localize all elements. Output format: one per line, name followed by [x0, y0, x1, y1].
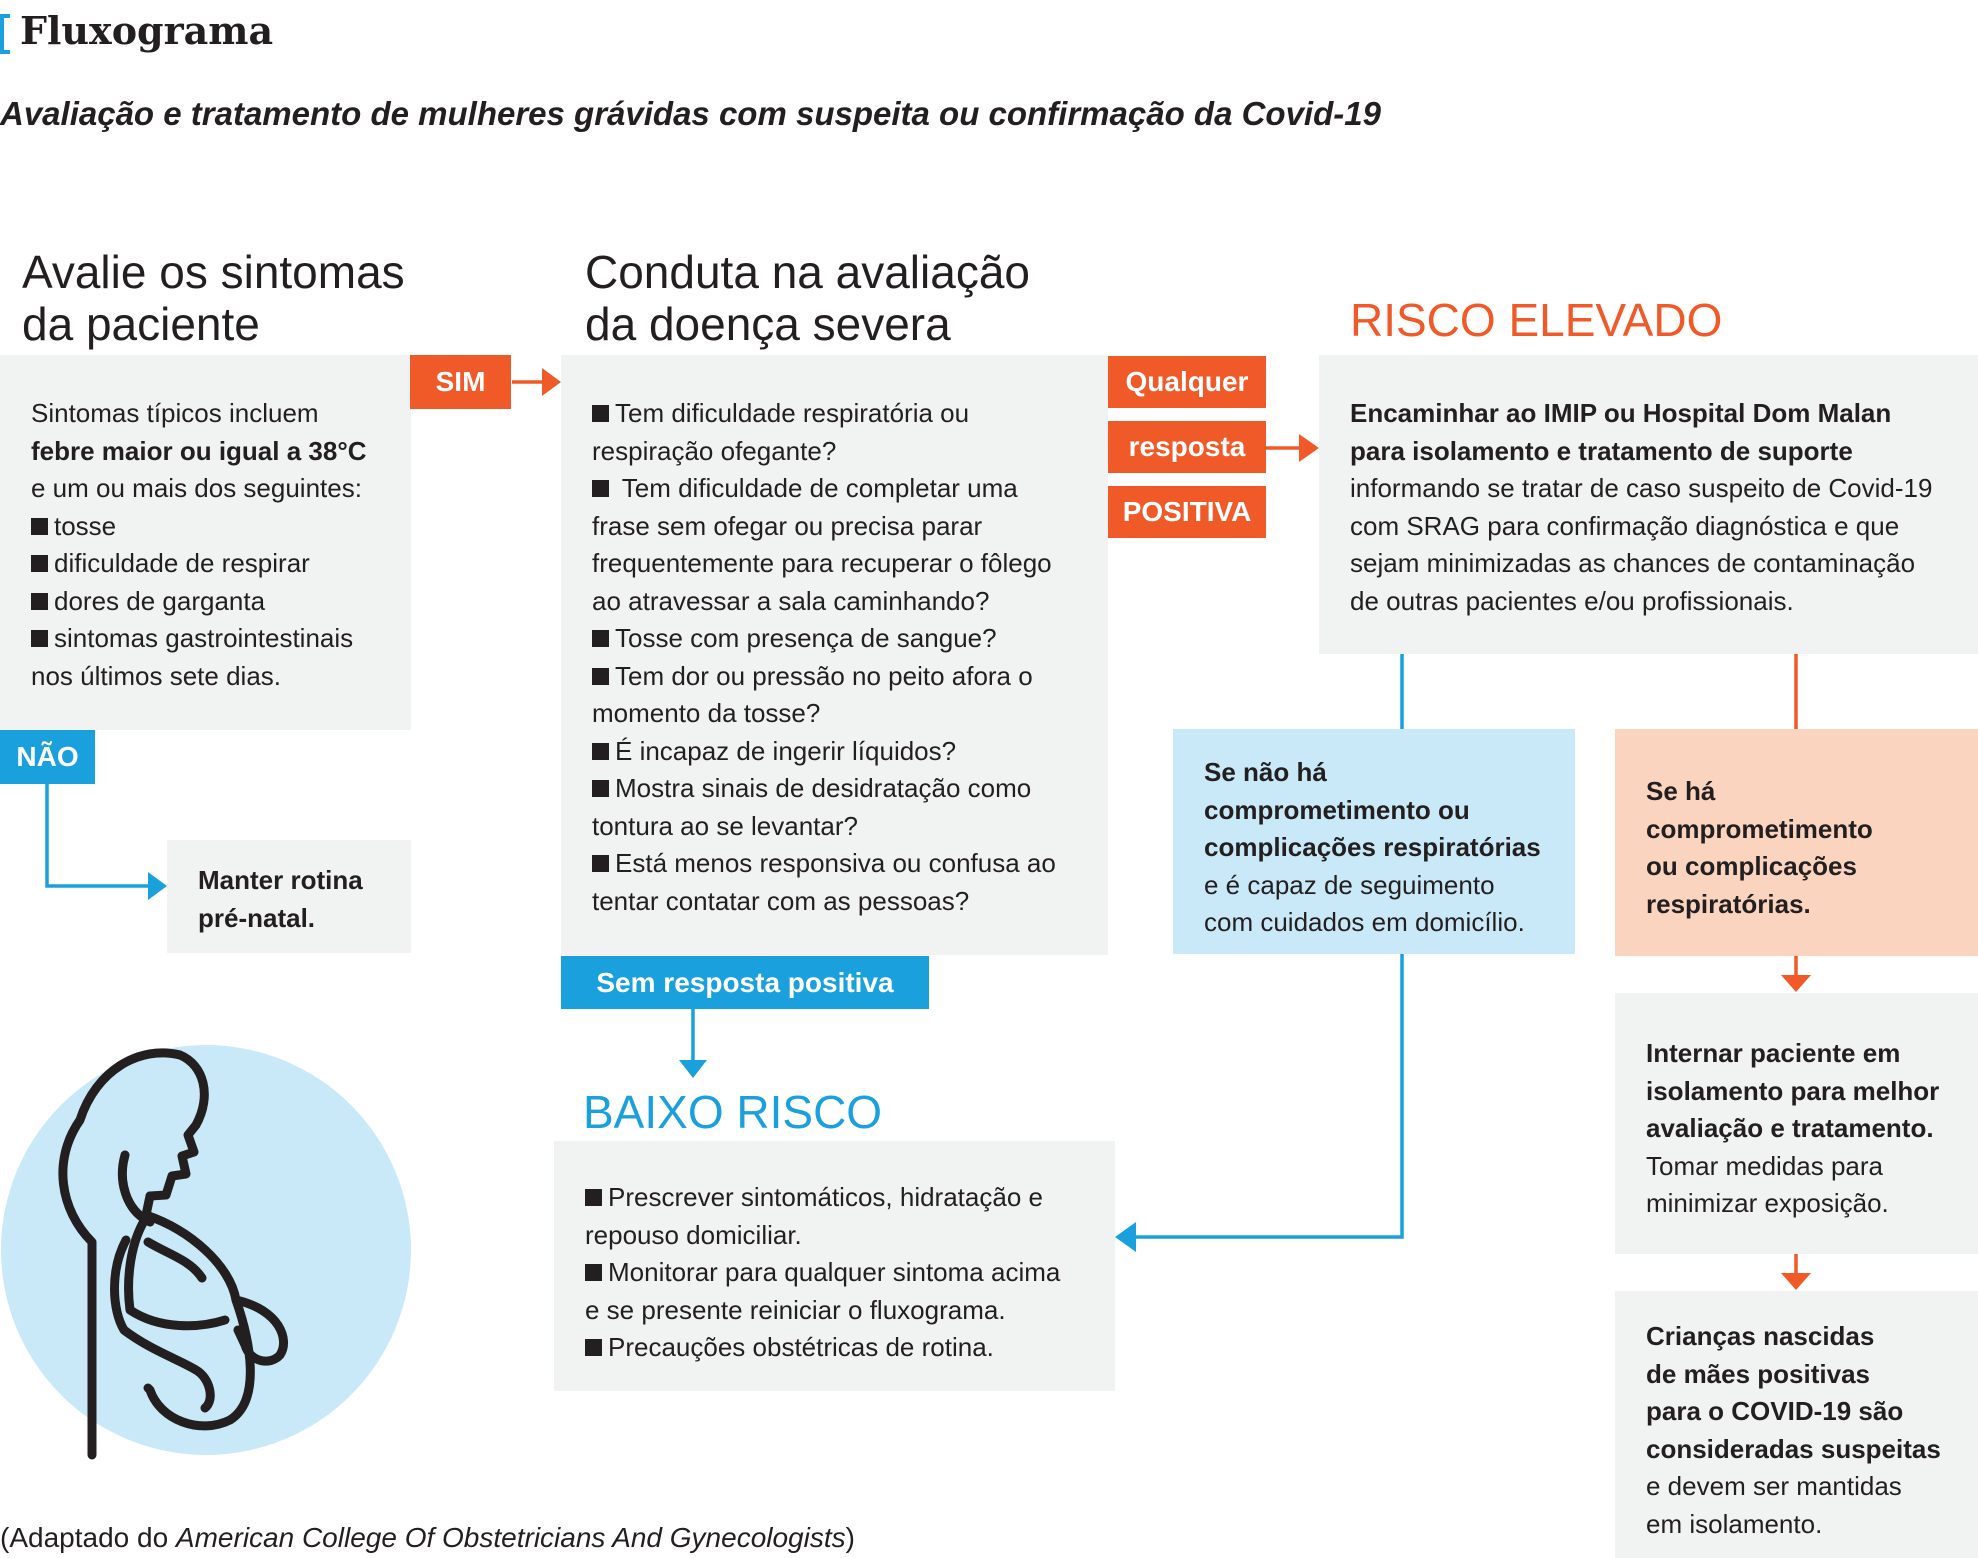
children-text: Crianças nascidas de mães positivas para o COVID-19 são consideradas suspeitas e devem ser mantidas em isolamento.	[1646, 1321, 1941, 1539]
low-risk-arrow-head	[679, 1060, 707, 1078]
symptoms-box	[0, 355, 411, 730]
positive-badge-line2: resposta	[1108, 421, 1266, 473]
severity-questions-box	[561, 355, 1108, 955]
nao-arrow-head	[148, 872, 167, 900]
return-to-low-risk-head	[1115, 1222, 1136, 1252]
list-item: tosse	[31, 508, 411, 546]
compromise-box	[1615, 729, 1978, 956]
no-compromise-text: Se não há comprometimento ou complicações respiratórias e é capaz de seguimento com cuidados em domicílio.	[1204, 757, 1541, 937]
return-to-low-risk-line	[1136, 954, 1402, 1237]
no-positive-badge: Sem resposta positiva	[561, 956, 929, 1009]
hospitalize-text: Internar paciente em isolamento para melhor avaliação e tratamento. Tomar medidas para minimizar exposição.	[1646, 1038, 1940, 1218]
list-item: Monitorar para qualquer sintoma acima	[585, 1254, 1115, 1292]
pregnant-woman-icon	[0, 1010, 412, 1470]
low-risk-text: Prescrever sintomáticos, hidratação e repouso domiciliar. Monitorar para qualquer sintoma acima e se presente reiniciar o fluxograma. Precauções obstétricas de rotina.	[585, 1179, 1115, 1367]
list-item: Mostra sinais de desidratação como	[592, 770, 1108, 808]
page-subtitle: Avaliação e tratamento de mulheres grávidas com suspeita ou confirmação da Covid-19	[0, 95, 1381, 132]
high-risk-text: Encaminhar ao IMIP ou Hospital Dom Malan para isolamento e tratamento de suporte informando se tratar de caso suspeito de Covid-19 com SRAG para confirmação diagnóstica e que sejam minimizadas as chances de contaminação de outras pacientes e/ou profissionais.	[1350, 398, 1933, 616]
nao-arrow-line	[47, 782, 150, 886]
list-item: Tem dor ou pressão no peito afora o	[592, 658, 1108, 696]
sim-badge: SIM	[410, 355, 511, 409]
children-box	[1615, 1291, 1978, 1558]
compromise-text: Se há comprometimento ou complicações respiratórias.	[1646, 776, 1873, 919]
sim-arrow-head	[542, 368, 561, 396]
no-compromise-box	[1173, 729, 1575, 954]
section-label: Fluxograma	[20, 8, 274, 53]
nao-badge: NÃO	[0, 730, 95, 784]
list-item: Tosse com presença de sangue?	[592, 620, 1108, 658]
positive-badge-line1: Qualquer	[1108, 356, 1266, 408]
list-item: dificuldade de respirar	[31, 545, 411, 583]
list-item: Está menos responsiva ou confusa ao	[592, 845, 1108, 883]
hospitalize-box	[1615, 993, 1978, 1254]
routine-box	[167, 840, 411, 953]
col2-title: Conduta na avaliação da doença severa	[585, 246, 1030, 350]
list-item: Precauções obstétricas de rotina.	[585, 1329, 1115, 1367]
source-credit: (Adaptado do American College Of Obstetricians And Gynecologists)	[0, 1522, 855, 1553]
list-item: É incapaz de ingerir líquidos?	[592, 733, 1108, 771]
list-item: Prescrever sintomáticos, hidratação e	[585, 1179, 1115, 1217]
questions-text: Tem dificuldade respiratória ou respiração ofegante? Tem dificuldade de completar uma frase sem ofegar ou precisa parar frequentemente para recuperar o fôlego ao atravessar a sala caminhando? Tosse com presença de sangue? Tem dor ou pressão no peito afora o momento da tosse? É incapaz de ingerir líquidos? Mostra sinais de desidratação como tontura ao se levantar? Está menos responsiva ou confusa ao tentar contatar com as pessoas?	[592, 395, 1108, 920]
to-hospitalize-head	[1781, 975, 1811, 992]
low-risk-box	[554, 1141, 1115, 1391]
col1-title: Avalie os sintomas da paciente	[22, 246, 405, 350]
to-children-head	[1781, 1273, 1811, 1290]
list-item: Tem dificuldade respiratória ou	[592, 395, 1108, 433]
list-item: Tem dificuldade de completar uma	[592, 470, 1108, 508]
list-item: sintomas gastrointestinais	[31, 620, 411, 658]
high-risk-title: RISCO ELEVADO	[1350, 294, 1723, 346]
low-risk-title: BAIXO RISCO	[583, 1086, 883, 1138]
positive-badge-line3: POSITIVA	[1108, 486, 1266, 538]
routine-text: Manter rotina pré-natal.	[198, 865, 363, 933]
high-risk-box	[1319, 355, 1978, 654]
symptoms-text: Sintomas típicos incluem febre maior ou igual a 38°C e um ou mais dos seguintes: tosse dificuldade de respirar dores de garganta sintomas gastrointestinais nos últimos sete dias.	[31, 395, 411, 695]
list-item: dores de garganta	[31, 583, 411, 621]
high-risk-arrow-head	[1299, 434, 1319, 462]
